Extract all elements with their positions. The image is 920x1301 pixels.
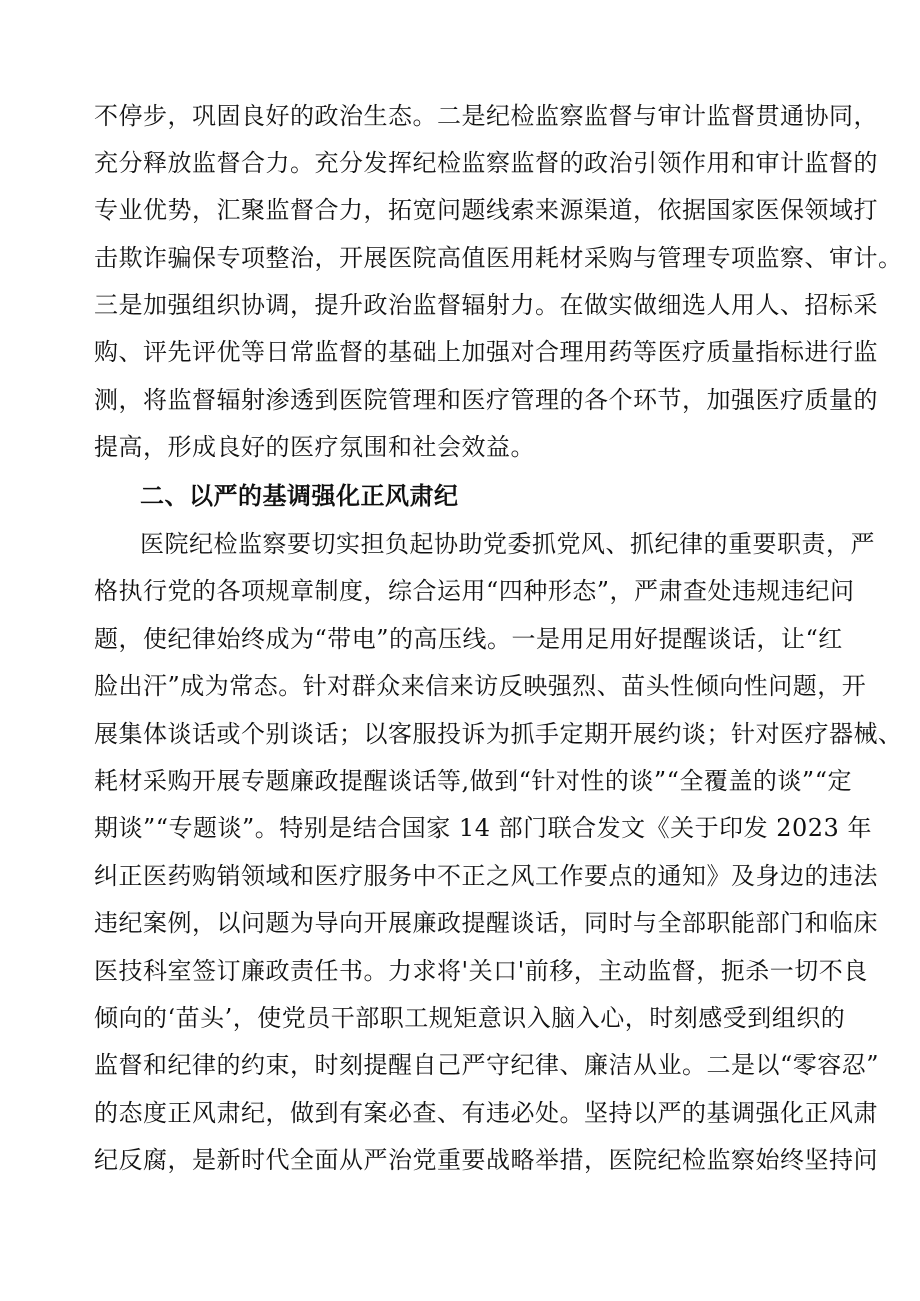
paragraph-line: 医技科室签订廉政责任书。力求将'关口'前移，主动监督，扼杀一切不良 (94, 957, 868, 985)
paragraph-line: 格执行党的各项规章制度，综合运用“四种形态”，严肃查处违规违纪问 (94, 577, 855, 605)
paragraph-line: 提高，形成良好的医疗氛围和社会效益。 (94, 433, 535, 461)
paragraph-line: 纪反腐，是新时代全面从严治党重要战略举措，医院纪检监察始终坚持问 (94, 1146, 878, 1174)
paragraph-line: 耗材采购开展专题廉政提醒谈话等,做到“针对性的谈”“全覆盖的谈”“定 (94, 767, 852, 795)
paragraph-line: 期谈”“专题谈”。特别是结合国家 14 部门联合发文《关于印发 2023 年 (94, 814, 872, 842)
paragraph-line: 展集体谈话或个别谈话；以客服投诉为抓手定期开展约谈；针对医疗器械、 (94, 720, 903, 748)
paragraph-line: 监督和纪律的约束，时刻提醒自己严守纪律、廉洁从业。二是以“零容忍” (94, 1051, 880, 1079)
paragraph-line: 违纪案例，以问题为导向开展廉政提醒谈话，同时与全部职能部门和临床 (94, 909, 878, 937)
paragraph-line: 医院纪检监察要切实担负起协助党委抓党风、抓纪律的重要职责，严 (140, 530, 875, 558)
paragraph-line: 充分释放监督合力。充分发挥纪检监察监督的政治引领作用和审计监督的 (94, 149, 878, 177)
paragraph-line: 三是加强组织协调，提升政治监督辐射力。在做实做细选人用人、招标采 (94, 291, 878, 319)
paragraph-line: 测，将监督辐射渗透到医院管理和医疗管理的各个环节，加强医疗质量的 (94, 386, 878, 414)
paragraph-line: 专业优势，汇聚监督合力，拓宽问题线索来源渠道，依据国家医保领域打 (94, 196, 878, 224)
paragraph-line: 击欺诈骗保专项整治，开展医院高值医用耗材采购与管理专项监察、审计。 (94, 244, 903, 272)
paragraph-line: 倾向的‘苗头’，使党员干部职工规矩意识入脑入心，时刻感受到组织的 (94, 1004, 846, 1032)
paragraph-line: 购、评先评优等日常监督的基础上加强对合理用药等医疗质量指标进行监 (94, 338, 878, 366)
paragraph-line: 不停步，巩固良好的政治生态。二是纪检监察监督与审计监督贯通协同， (94, 102, 878, 130)
paragraph-line: 脸出汗”成为常态。针对群众来信来访反映强烈、苗头性倾向性问题，开 (94, 672, 867, 700)
section-heading: 二、以严的基调强化正风肃纪 (140, 482, 459, 510)
paragraph-line: 的态度正风肃纪，做到有案必查、有违必处。坚持以严的基调强化正风肃 (94, 1099, 878, 1127)
paragraph-line: 题，使纪律始终成为“带电”的高压线。一是用足用好提醒谈话，让“红 (94, 625, 843, 653)
paragraph-line: 纠正医药购销领域和医疗服务中不正之风工作要点的通知》及身边的违法 (94, 862, 878, 890)
